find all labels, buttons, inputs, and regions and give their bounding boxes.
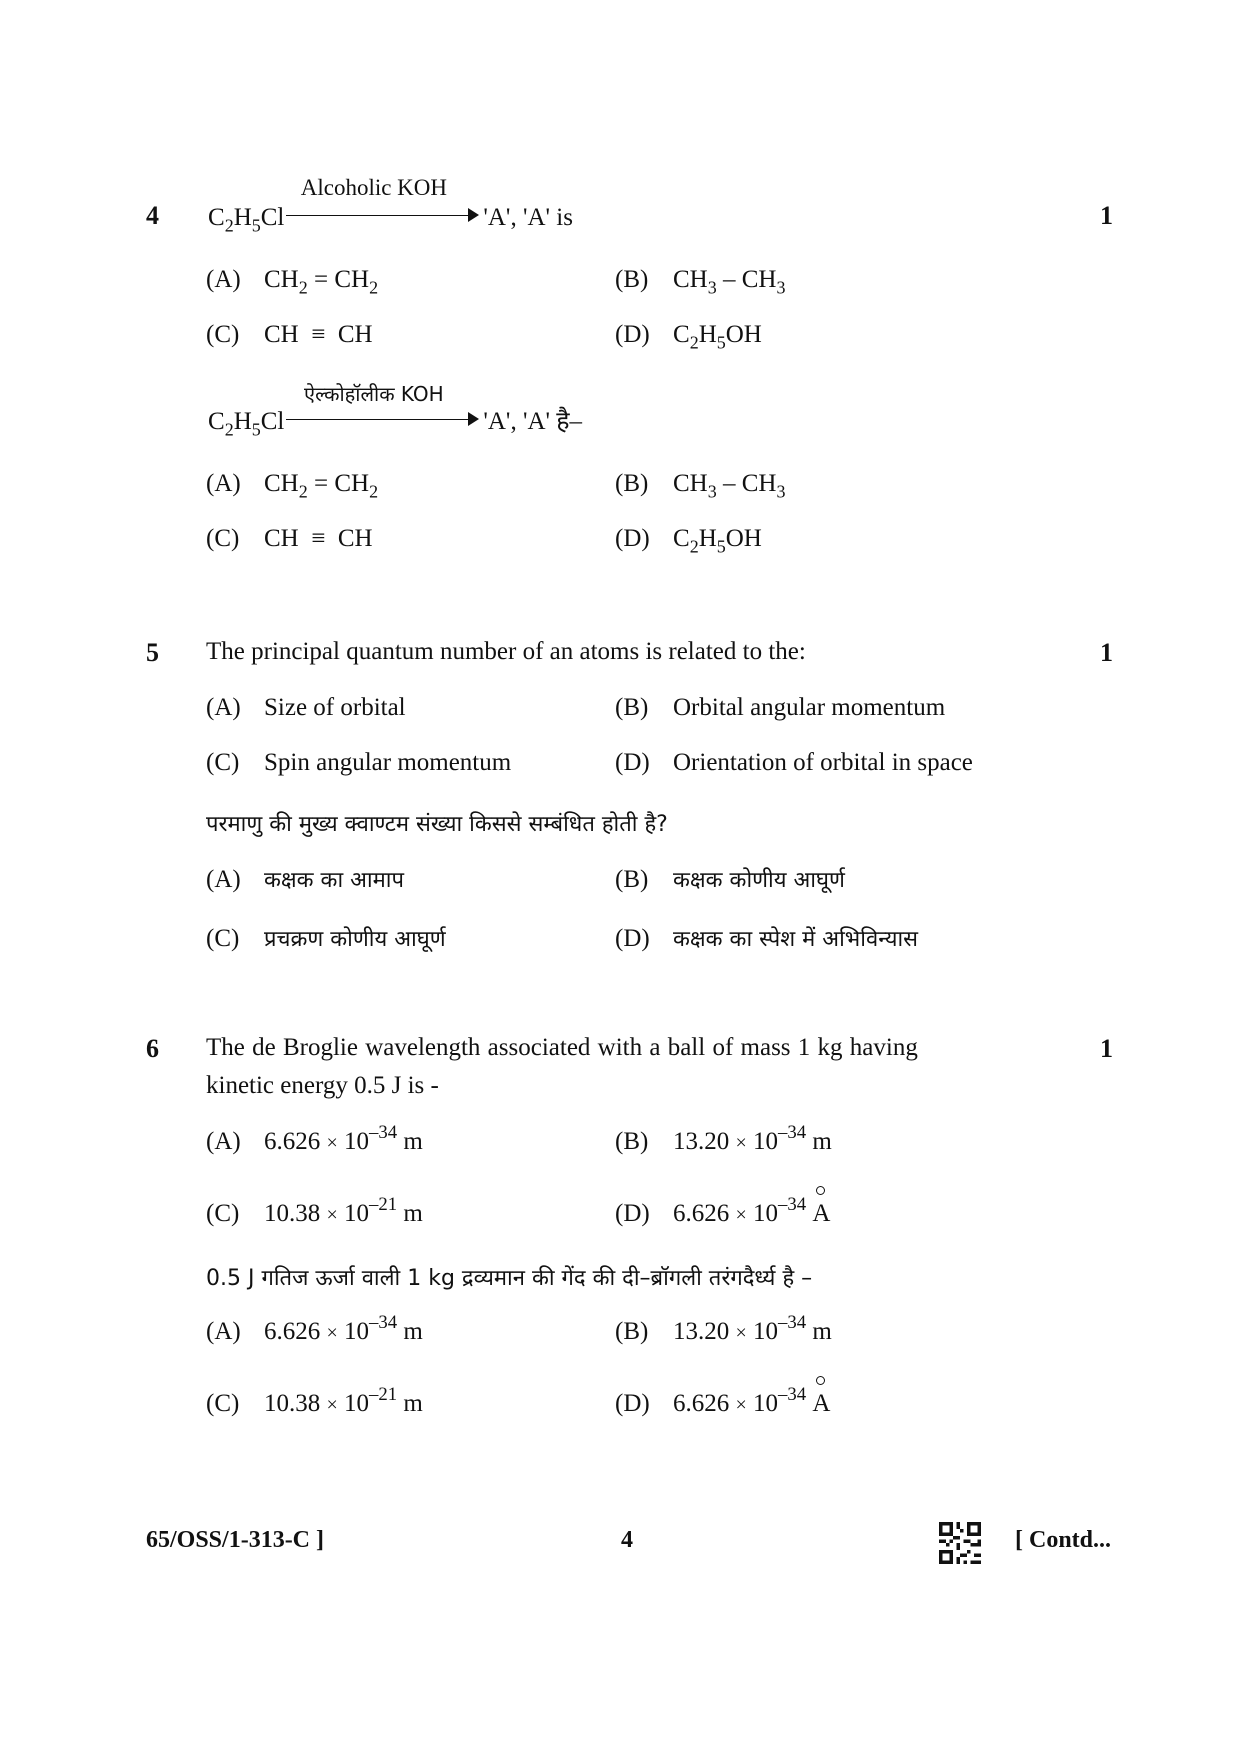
angstrom-unit: A (812, 1390, 830, 1418)
q4-hi-option-c: (C) CH ≡ CH (206, 525, 373, 552)
question-5-text-hi: परमाणु की मुख्य क्वाण्टम संख्या किससे सम्बंधित होती है? (206, 812, 668, 837)
footer-contd: [ Contd... (1015, 1527, 1112, 1553)
q4-en-option-c: (C) CH ≡ CH (206, 321, 373, 348)
question-6-number: 6 (146, 1034, 159, 1063)
q6-hi-option-d: (D) $6.626 \times 10^{-34}$ A (615, 1390, 830, 1418)
q5-en-option-a: (A) Size of orbital (206, 694, 406, 721)
question-4-tail-en: 'A', 'A' is (483, 204, 573, 231)
q6-hi-option-a: (A) $6.626 \times 10^{-34}$ m (206, 1311, 423, 1345)
q6-en-option-c: (C) $10.38 \times 10^{-21}$ m (206, 1193, 423, 1227)
q4-hi-option-b: (B) $CH_3 - CH_3$ (615, 470, 786, 502)
q6-en-option-b: (B) $13.20 \times 10^{-34}$ m (615, 1121, 832, 1155)
q6-en-option-d: (D) $6.626 \times 10^{-34}$ A (615, 1200, 830, 1228)
question-6-text-hi: 0.5 J गतिज ऊर्जा वाली 1 kg द्रव्यमान की गेंद की दी–ब्रॉगली तरंगदैर्ध्य है – (206, 1266, 813, 1291)
q6-en-option-a: (A) $6.626 \times 10^{-34}$ m (206, 1121, 423, 1155)
q5-hi-option-a: (A) कक्षक का आमाप (206, 866, 404, 893)
question-4-tail-hi: 'A', 'A' है– (483, 408, 583, 435)
question-4-number: 4 (146, 201, 159, 230)
question-4-equation-en: $C_2H_5Cl$ Alcoholic KOH 'A', 'A' is (208, 175, 573, 236)
q5-hi-option-c: (C) प्रचक्रण कोणीय आघूर्ण (206, 925, 446, 952)
question-5-text-en: The principal quantum number of an atoms is related to the: (206, 638, 806, 665)
q6-hi-option-b: (B) $13.20 \times 10^{-34}$ m (615, 1311, 832, 1345)
reaction-arrow (286, 175, 481, 231)
question-6-marks: 1 (1100, 1034, 1113, 1063)
question-4-marks: 1 (1100, 201, 1113, 230)
reagent-label-hi: ऐल्कोहॉलीक KOH (304, 382, 444, 406)
q4-en-option-a: (A) $CH_2 = CH_2$ (206, 266, 379, 298)
q4-en-option-b: (B) $CH_3 - CH_3$ (615, 266, 786, 298)
question-4-equation-hi: $C_2H_5Cl$ ऐल्कोहॉलीक KOH 'A', 'A' है– (208, 382, 583, 440)
footer-page-number: 4 (621, 1527, 633, 1553)
q5-en-option-b: (B) Orbital angular momentum (615, 694, 946, 721)
q6-hi-option-c: (C) $10.38 \times 10^{-21}$ m (206, 1383, 423, 1417)
angstrom-unit: A (812, 1200, 830, 1228)
question-6-text-en-line1: The de Broglie wavelength associated with a ball of mass 1 kg having (206, 1034, 918, 1061)
q4-hi-option-d: (D) $C_2H_5OH$ (615, 525, 762, 557)
q4-en-option-d: (D) $C_2H_5OH$ (615, 321, 762, 353)
footer-paper-code: 65/OSS/1-313-C ] (146, 1527, 325, 1553)
reagent-label-en: Alcoholic KOH (300, 175, 448, 200)
q5-en-option-d: (D) Orientation of orbital in space (615, 749, 973, 776)
q5-en-option-c: (C) Spin angular momentum (206, 749, 512, 776)
question-6-text-en-line2: kinetic energy 0.5 J is - (206, 1072, 439, 1099)
q5-hi-option-b: (B) कक्षक कोणीय आघूर्ण (615, 866, 845, 893)
question-5-number: 5 (146, 638, 159, 667)
reaction-arrow (286, 382, 481, 435)
q5-hi-option-d: (D) कक्षक का स्पेश में अभिविन्यास (615, 925, 919, 952)
q4-hi-option-a: (A) $CH_2 = CH_2$ (206, 470, 379, 502)
question-5-marks: 1 (1100, 638, 1113, 667)
qr-code-icon (939, 1522, 981, 1564)
